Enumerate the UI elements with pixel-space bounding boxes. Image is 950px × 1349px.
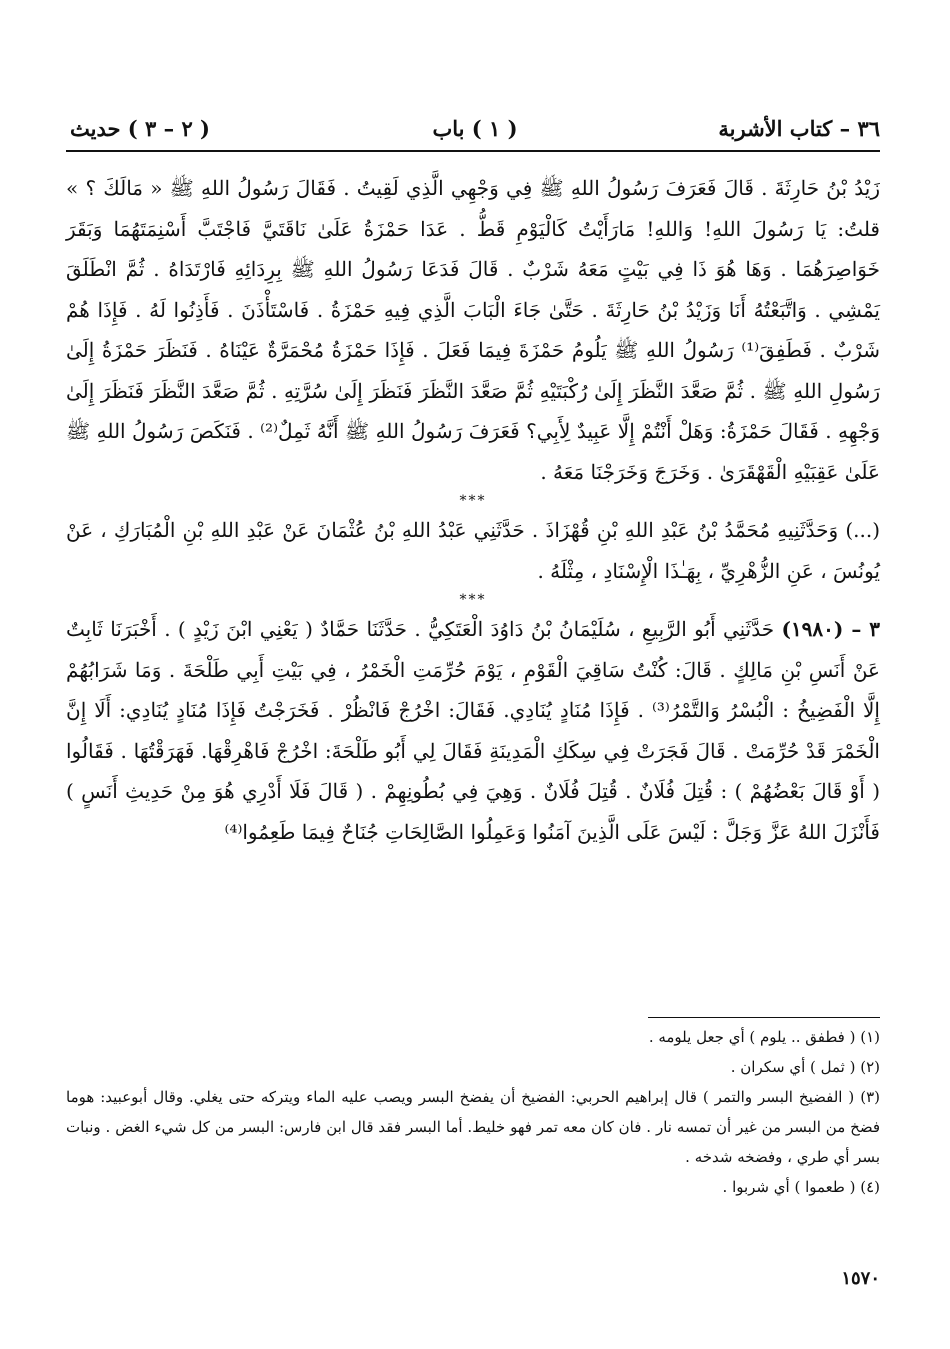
separator-stars-1: *** (459, 493, 487, 509)
main-text (66, 168, 880, 852)
paragraph-3 (66, 609, 880, 852)
paragraph-2: (...) وَحَدَّثَنِيهِ مُحَمَّدُ بْنُ عَبْدِ اللهِ بْنِ قُهْزَاذَ . حَدَّثَنِي عَبْدُ اللهِ بْنُ عُثْمَانَ عَنْ عَبْدِ اللهِ بْنِ الْمُبَارَكِ ، عَنْ يُونُسَ ، عَنِ الزُّهْرِيِّ ، بِهَـٰذَا الْإِسْنَادِ ، مِثْلَهُ . (66, 518, 880, 583)
hadith-range: ( ٢ – ٣ ) حديث (70, 116, 210, 141)
footnote-2: (٢) ( ثمل ) أي سكران . (730, 1058, 880, 1076)
footnote-rule (648, 1017, 880, 1018)
footnote-3: (٣) ( الفضيخ البسر والتمر ) قال إبراهيم الحربي: الفضيخ أن يفضخ البسر ويصب عليه الماء ويتركه حتى يغلي. وقال أبوعبيد: هوما فضخ من البسر من غير أن تمسه نار . فان كان معه تمر فهو خليط. أما البسر فقد قال ابن فارس: البسر من كل شيء الغض . ونبات بسر أي طري ، وفضخه شدخه . (66, 1088, 880, 1166)
paragraph-1: زَيْدُ بْنُ حَارِثَةَ . قَالَ فَعَرَفَ رَسُولُ اللهِ ﷺ فِي وَجْهِي الَّذِي لَقِيتُ . فَقَالَ رَسُولُ اللهِ ﷺ « مَالَكَ ؟ » قلتُ: يَا رَسُولَ اللهِ! وَاللهِ! مَارَأَيْتُ كَالْيَوْمِ قَطُّ . عَدَا حَمْزَةُ عَلَىٰ نَاقَتَيَّ فَاجْتَبَّ أَسْنِمَتَهُمَا وَبَقَرَ خَوَاصِرَهُمَا . وَهَا هُوَ ذَا فِي بَيْتٍ مَعَهُ شَرْبٌ . قَالَ فَدَعَا رَسُولُ اللهِ ﷺ بِرِدَائِهِ فَارْتَدَاهُ . ثُمَّ انْطَلَقَ يَمْشِي . وَاتَّبَعْتُهُ أَنَا وَزَيْدُ بْنُ حَارِثَةَ . حَتَّىٰ جَاءَ الْبَابَ الَّذِي فِيهِ حَمْزَةُ . فَاسْتَأْذَنَ . فَأَذِنُوا لَهُ . فَإِذَا هُمْ شَرْبٌ . فَطَفِقَ⁽¹⁾ رَسُولُ اللهِ ﷺ يَلُومُ حَمْزَةَ فِيمَا فَعَلَ . فَإِذَا حَمْزَةُ مُحْمَرَّةٌ عَيْنَاهُ . فَنَظَرَ حَمْزَةُ إِلَىٰ رَسُولِ اللهِ ﷺ . ثُمَّ صَعَّدَ النَّظَرَ إِلَىٰ رُكْبَتَيْهِ ثُمَّ صَعَّدَ النَّظَرَ فَنَظَرَ إِلَىٰ سُرَّتِهِ . ثُمَّ صَعَّدَ النَّظَرَ فَنَظَرَ إِلَىٰ وَجْهِهِ . فَقَالَ حَمْزَةُ: وَهَلْ أَنْتُمْ إِلَّا عَبِيدٌ لِأَبِي؟ فَعَرَفَ رَسُولُ اللهِ ﷺ أَنَّهُ ثَمِلٌ⁽²⁾ . فَنَكَصَ رَسُولُ اللهِ ﷺ عَلَىٰ عَقِبَيْهِ الْقَهْقَرَىٰ . وَخَرَجَ وَخَرَجْنَا مَعَهُ . (66, 176, 880, 484)
running-header (70, 110, 880, 150)
separator-stars-2: *** (459, 592, 487, 608)
book-title: ٣٦ – كتاب الأشربة (718, 116, 880, 141)
chapter-label: ( ١ ) باب (432, 116, 518, 141)
header-rule (66, 150, 880, 152)
paragraph-3-text: حَدَّثَنِي أَبُو الرَّبِيعِ ، سُلَيْمَانُ بْنُ دَاوُدَ الْعَتَكِيُّ . حَدَّثَنَا حَمَّادٌ ( يَعْنِي ابْنَ زَيْدٍ ) . أَخْبَرَنَا ثَابِتٌ عَنْ أَنَسِ بْنِ مَالِكٍ . قَالَ: كُنْتُ سَاقِيَ الْقَوْمِ ، يَوْمَ حُرِّمَتِ الْخَمْرُ ، فِي بَيْتِ أَبِي طَلْحَةَ . وَمَا شَرَابُهُمْ إِلَّا الْفَضِيخُ : الْبُسْرُ وَالتَّمْرُ⁽³⁾ . فَإِذَا مُنَادٍ يُنَادِي. فَقَالَ: اخْرُجْ فَانْظُرْ . فَخَرَجْتُ فَإِذَا مُنَادٍ يُنَادِي: أَلَا إِنَّ الْخَمْرَ قَدْ حُرِّمَتْ . قَالَ فَجَرَتْ فِي سِكَكِ الْمَدِينَةِ فَقَالَ لِي أَبُو طَلْحَةَ: اخْرُجْ فَاهْرِقْهَا. فَهَرَقْتُهَا . فَقَالُوا ( أَوْ قَالَ بَعْضُهُمْ ) : قُتِلَ فُلَانٌ . قُتِلَ فُلَانٌ . وَهِيَ فِي بُطُونِهِمْ . ( قَالَ فَلَا أَدْرِي هُوَ مِنْ حَدِيثِ أَنَسٍ ) فَأَنْزَلَ اللهُ عَزَّ وَجَلَّ : لَيْسَ عَلَى الَّذِينَ آمَنُوا وَعَمِلُوا الصَّالِحَاتِ جُنَاحٌ فِيمَا طَعِمُوا⁽⁴⁾ (66, 617, 880, 844)
page-number: ١٥٧٠ (841, 1268, 880, 1289)
footnote-4: (٤) ( طعموا ) أي شربوا . (722, 1178, 880, 1196)
footnote-1: (١) ( فطفق .. يلوم ) أي جعل يلومه . (648, 1028, 880, 1046)
footnotes (66, 1022, 880, 1202)
hadith-number: ٣ – (١٩٨٠) (781, 617, 881, 641)
